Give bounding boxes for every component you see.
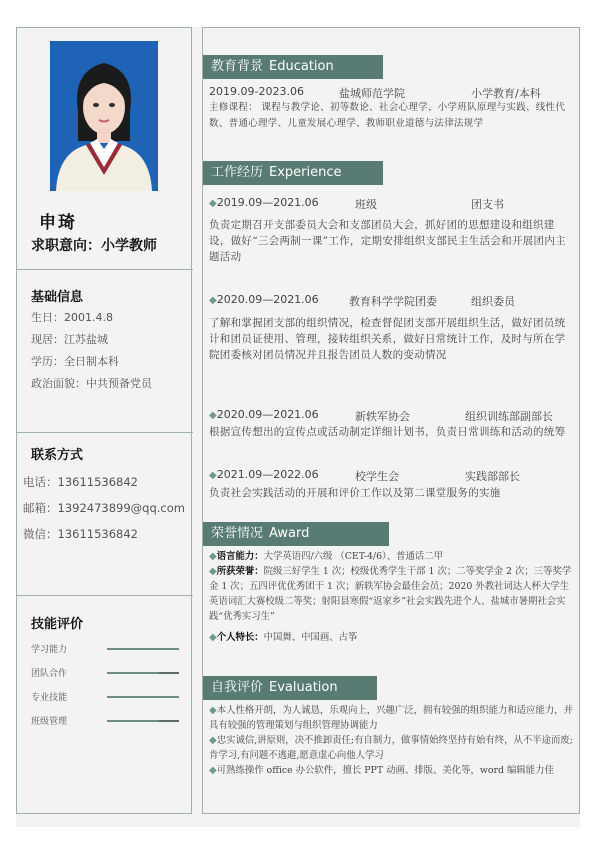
- experience-desc: 了解和掌握团支部的组织情况，检查督促团支部开展组织生活，做好团员统计和团员证使用、管理，接转组织关系，做好日常统计工作，及时与所在学院团委核对团员情况并且报告团员人数的变动情况: [209, 317, 566, 361]
- award-hobby: ◆个人特长：中国舞、中国画、古筝: [209, 632, 358, 643]
- skill-bar: [107, 720, 179, 722]
- award-details: [209, 549, 577, 645]
- right-column: 教育背景 Education 2019.09-2023.06 盐城师范学院 小学教育/本科 主修课程： 课程与教学论、初等数论、社会心理学、小学班队原理与实践、线性代数、普通心理学、儿童发展心理学、教师职业道德与法律法规学 工作经历 Experience ◆2019.09—2021.06 班级 团支书 负责定期召开支部委员大会和支部团员大会，抓好团的思想建设和组织建设，做好“三会两制一课”工作，定期安排组织支部民主生活会和开展团内主题活动 ◆2020.09—2021.06 教育科学学院团委 组织委员 了解和掌握团支部的组织情况，检查督促团支部开展组织生活，做好团员统计和团员证使用、管理，接转组织关系，做好日常统计工作，及时与所在学院团委核对团员情况并且报告团员人数的变动情况 ◆2020.09—2021.06 新轶军协会 组织训练部副部长 根据宣传想出的宣传点或活动制定详细计划书，负责日常训练和活动的统筹 ◆2021.09—2022.06 校学生会 实践部部长 负责社会实践活动的开展和评价工作以及第二课堂服务的实施 荣誉情况 Award ◆语言能力：大学英语四/六级 （CET-4/6）、普通话二甲 ◆所获荣誉：院级三好学生 1 次；校级优秀学生干部 1 次；二等奖学金 2 次；三等奖学金 1 次；五四评优优秀团干 1 次；新轶军协会最佳会员；2020 外教社词达人杯大学生英语词汇大赛校级二等奖；射阳县寒假“返家乡”社会实践先进个人、盐城市暑期社会实践“优秀实习生” ◆个人特长：中国舞、中国画、古筝 自我评价 Evaluation ◆本人性格开朗，为人诚恳，乐观向上，兴趣广泛，拥有较强的组织能力和适应能力，并具有较强的管理策划与组织管理协调能力 ◆忠实诚信,讲原则，决不推卸责任;有自制力，做事情始终坚持有始有终，从不半途而废;肯学习,有问题不逃避,愿意虚心向他人学习 ◆可熟练操作 office 办公软件，擅长 PPT 动画、排版、美化等，word 编辑能力佳: [202, 27, 580, 814]
- skill-row: 专业技能: [31, 690, 181, 703]
- diamond-icon: ◆: [209, 295, 217, 306]
- wechat[interactable]: 微信：13611536842: [23, 527, 138, 541]
- divider: [17, 269, 193, 270]
- evaluation-list: [209, 703, 577, 778]
- evaluation-item: ◆忠实诚信,讲原则，决不推卸责任;有自制力，做事情始终坚持有始有终，从不半途而废;肯学习,有问题不逃避,愿意虚心向他人学习: [209, 735, 573, 761]
- skill-row: 班级管理: [31, 714, 181, 727]
- award-honors: ◆所获荣誉：院级三好学生 1 次；校级优秀学生干部 1 次；二等奖学金 2 次；三等奖学金 1 次；五四评优优秀团干 1 次；新轶军协会最佳会员；2020 外教社词达人杯大学生英语词汇大赛校级二等奖；射阳县寒假“返家乡”社会实践先进个人、盐城市暑期社会实践“优秀实习生”: [209, 566, 572, 622]
- political-status: 政治面貌：中共预备党员: [31, 377, 152, 390]
- diamond-icon: ◆: [209, 410, 217, 421]
- job-intent: 求职意向：小学教师: [31, 238, 157, 254]
- experience-desc: 根据宣传想出的宣传点或活动制定详细计划书，负责日常训练和活动的统筹: [209, 426, 566, 438]
- contact-title: 联系方式: [31, 448, 84, 463]
- experience-banner: 工作经历 Experience: [203, 161, 383, 185]
- basic-info-title: 基础信息: [31, 290, 84, 305]
- evaluation-item: ◆本人性格开朗，为人诚恳，乐观向上，兴趣广泛，拥有较强的组织能力和适应能力，并具有较强的管理策划与组织管理协调能力: [209, 705, 573, 731]
- education-level: 学历：全日制本科: [31, 355, 119, 368]
- skill-row: 学习能力: [31, 642, 181, 655]
- diamond-icon: ◆: [209, 470, 217, 481]
- birthday: 生日：2001.4.8: [31, 311, 113, 324]
- skill-row: 团队合作: [31, 666, 181, 679]
- experience-desc: 负责定期召开支部委员大会和支部团员大会，抓好团的思想建设和组织建设，做好“三会两制一课”工作，定期安排组织支部民主生活会和开展团内主题活动: [209, 219, 566, 263]
- evaluation-banner: 自我评价 Evaluation: [203, 676, 377, 700]
- resume-page: [16, 27, 580, 827]
- award-language: ◆语言能力：大学英语四/六级 （CET-4/6）、普通话二甲: [209, 551, 443, 562]
- experience-desc: 负责社会实践活动的开展和评价工作以及第二课堂服务的实施: [209, 487, 501, 499]
- diamond-icon: ◆: [209, 198, 217, 209]
- residence: 现居：江苏盐城: [31, 333, 108, 346]
- education-banner: 教育背景 Education: [203, 55, 383, 79]
- divider: [17, 432, 193, 433]
- diamond-icon: ◆: [209, 632, 217, 643]
- profile-photo: [50, 41, 158, 191]
- diamond-icon: ◆: [209, 765, 217, 776]
- skill-bar: [107, 648, 179, 650]
- divider: [17, 595, 193, 596]
- evaluation-item: ◆可熟练操作 office 办公软件，擅长 PPT 动画、排版、美化等，word 编辑能力佳: [209, 765, 554, 776]
- left-column: [16, 27, 192, 814]
- diamond-icon: ◆: [209, 551, 217, 562]
- education-courses: 主修课程： 课程与教学论、初等数论、社会心理学、小学班队原理与实践、线性代数、普通心理学、儿童发展心理学、教师职业道德与法律法规学: [209, 102, 566, 129]
- email[interactable]: 邮箱：1392473899@qq.com: [23, 501, 185, 515]
- award-banner: 荣誉情况 Award: [203, 522, 389, 546]
- diamond-icon: ◆: [209, 566, 217, 577]
- phone[interactable]: 电话：13611536842: [23, 475, 138, 489]
- diamond-icon: ◆: [209, 705, 217, 716]
- skills-title: 技能评价: [31, 617, 84, 632]
- skill-bar: [107, 696, 179, 698]
- skill-bar: [107, 672, 179, 674]
- candidate-name: 申琦: [39, 213, 77, 233]
- diamond-icon: ◆: [209, 735, 217, 746]
